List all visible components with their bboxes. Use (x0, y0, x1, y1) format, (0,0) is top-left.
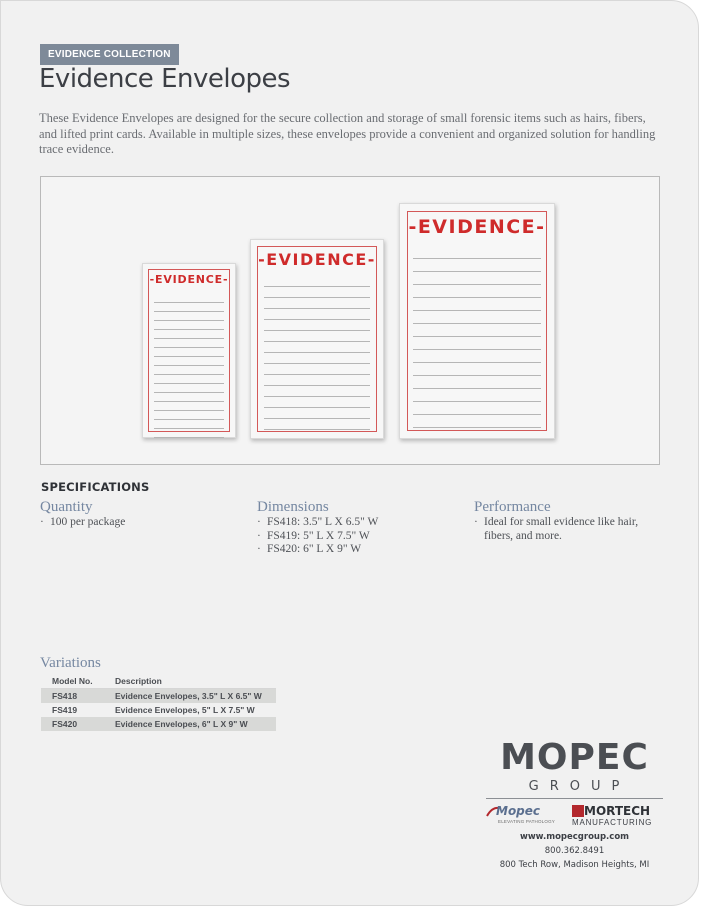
sub-brand-logos (486, 804, 663, 830)
product-image (40, 176, 660, 465)
address: 800 Tech Row, Madison Heights, MI (499, 860, 650, 870)
model-cell: FS420 (41, 717, 104, 731)
envelope-medium-title: -EVIDENCE- (258, 250, 376, 269)
table-row (41, 689, 276, 704)
variations-table (41, 674, 276, 731)
specifications-heading: SPECIFICATIONS (41, 480, 150, 494)
table-row (41, 717, 276, 731)
spec-performance-label: Performance (474, 499, 551, 515)
contact-block (471, 830, 678, 872)
envelope-medium-form-lines (264, 276, 370, 430)
spec-dimensions-item: · FS420: 6" L X 9" W (257, 543, 457, 557)
description-cell: Evidence Envelopes, 3.5" L X 6.5" W (104, 689, 276, 704)
spec-quantity (40, 498, 240, 530)
envelope-large-form-lines (413, 246, 541, 428)
website-link[interactable]: www.mopecgroup.com (519, 832, 630, 842)
mortech-logo (572, 804, 662, 827)
spec-dimensions-item: · FS419: 5" L X 7.5" W (257, 530, 457, 544)
description-cell: Evidence Envelopes, 5" L X 7.5" W (115, 705, 255, 715)
brand-group: GROUP (528, 779, 631, 794)
column-header-description: Description (104, 674, 276, 689)
spec-dimensions-item: · FS418: 3.5" L X 6.5" W (257, 516, 457, 530)
spec-quantity-item: · 100 per package (40, 516, 240, 530)
spec-quantity-label: Quantity (40, 499, 93, 515)
spec-performance-item: · Ideal for small evidence like hair, fibers, and more. (474, 516, 664, 543)
intro-paragraph: These Evidence Envelopes are designed for the secure collection and storage of small forensic items such as hairs, fibers, and lifted print cards. Available in multiple sizes, these envelopes provide a convenient and organized solution for handling trace evidence. (39, 111, 656, 156)
envelope-small (142, 263, 236, 438)
spec-dimensions (257, 498, 457, 557)
page-title: Evidence Envelopes (39, 64, 291, 94)
brand-name: MOPEC (500, 737, 649, 778)
brand-divider (486, 798, 663, 799)
mopec-sub-tagline: ELEVATING PATHOLOGY (498, 819, 555, 824)
mortech-subtitle: MANUFACTURING (572, 818, 653, 827)
model-cell: FS419 (52, 705, 78, 715)
envelope-medium (250, 239, 384, 439)
mortech-name: MORTECH (584, 804, 651, 818)
column-header-model: Model No. (41, 674, 104, 689)
spec-performance (474, 498, 664, 543)
spec-dimensions-label: Dimensions (257, 499, 329, 515)
envelope-small-form-lines (154, 294, 224, 438)
mopec-group-logo (486, 737, 663, 830)
envelope-large (399, 203, 555, 439)
mortech-mark-icon (572, 805, 584, 817)
envelope-large-title: -EVIDENCE- (408, 216, 546, 238)
category-badge: EVIDENCE COLLECTION (40, 44, 179, 65)
envelope-small-title: -EVIDENCE- (149, 273, 229, 286)
model-cell: FS418 (41, 689, 104, 704)
phone-number: 800.362.8491 (544, 846, 605, 856)
mopec-sub-logo: Mopec (496, 804, 541, 818)
description-cell: Evidence Envelopes, 6" L X 9" W (104, 717, 276, 731)
table-row (41, 703, 276, 717)
variations-heading: Variations (40, 655, 101, 671)
